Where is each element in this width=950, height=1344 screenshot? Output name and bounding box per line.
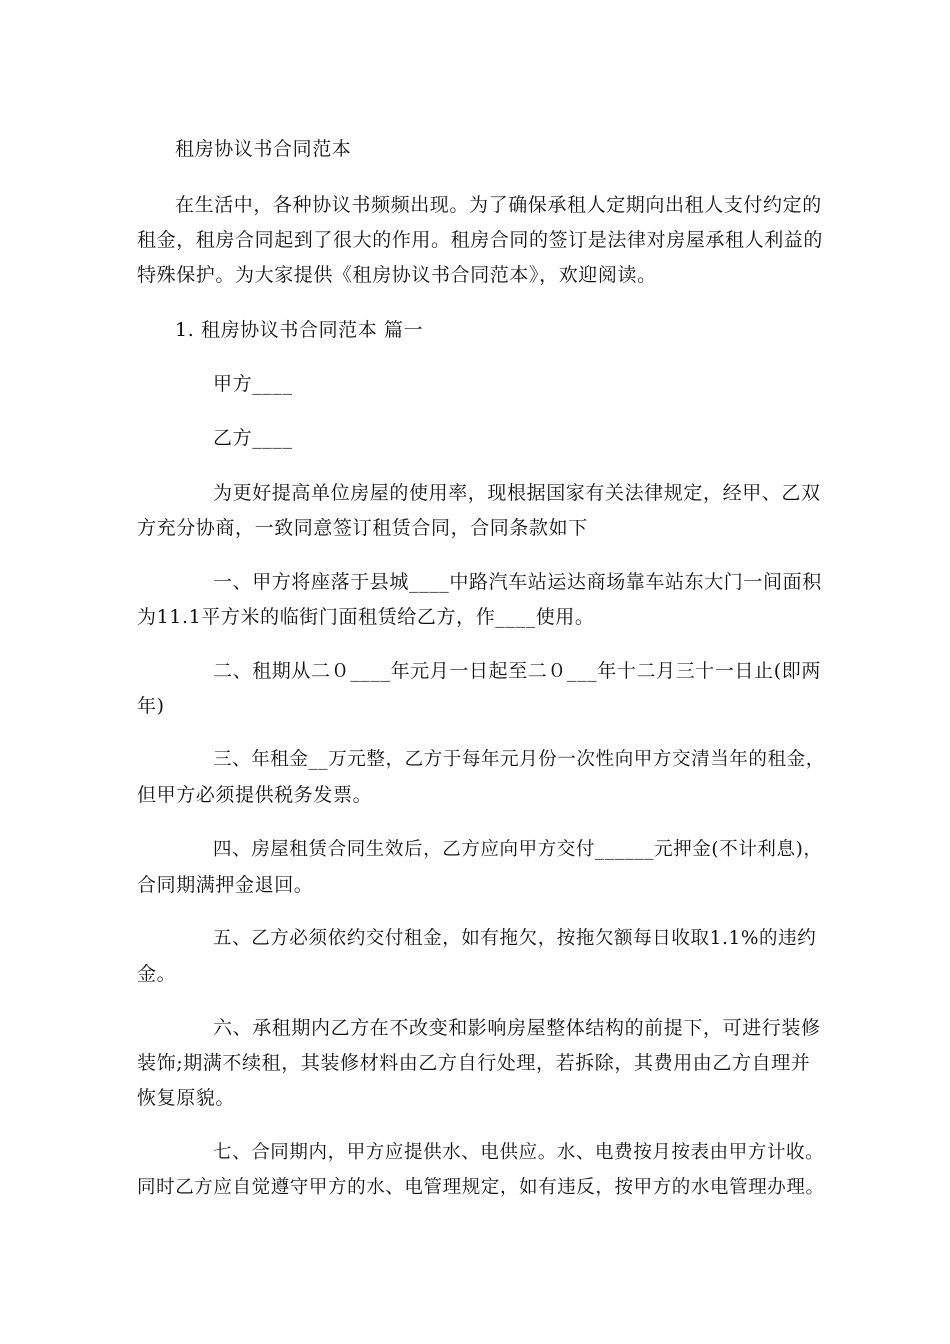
clause-2-line-1: 二、租期从二０____年元月一日起至二０___年十二月三十一日止(即两: [213, 660, 821, 682]
intro-line-1: 在生活中，各种协议书频频出现。为了确保承租人定期向出租人支付约定的: [175, 194, 822, 216]
clause-4-line-2: 合同期满押金退回。: [137, 874, 314, 896]
clause-4-line-1: 四、房屋租赁合同生效后，乙方应向甲方交付______元押金(不计利息)，: [213, 839, 823, 860]
clause-6-line-2: 装饰;期满不续租，其装修材料由乙方自行处理，若拆除，其费用由乙方自理并: [137, 1052, 811, 1074]
clause-2-line-2: 年): [137, 695, 165, 717]
clause-6-line-3: 恢复原貌。: [137, 1087, 236, 1109]
document-title: 租房协议书合同范本: [175, 138, 352, 160]
party-a-line: 甲方____: [213, 373, 293, 395]
clause-5-line-2: 金。: [137, 963, 177, 985]
section-heading: 1. 租房协议书合同范本 篇一: [175, 319, 424, 341]
clause-3-line-2: 但甲方必须提供税务发票。: [137, 784, 373, 806]
clause-5-line-1: 五、乙方必须依约交付租金，如有拖欠，按拖欠额每日收取1.1%的违约: [213, 928, 817, 949]
intro-line-2: 租金，租房合同起到了很大的作用。租房合同的签订是法律对房屋承租人利益的: [137, 229, 824, 251]
preamble-line-1: 为更好提高单位房屋的使用率，现根据国家有关法律规定，经甲、乙双: [213, 482, 821, 504]
clause-1-line-2: 为11.1平方米的临街门面租赁给乙方，作____使用。: [137, 606, 595, 628]
preamble-line-2: 方充分协商，一致同意签订租赁合同，合同条款如下: [137, 517, 588, 539]
clause-7-line-2: 同时乙方应自觉遵守甲方的水、电管理规定，如有违反，按甲方的水电管理办理。: [137, 1177, 825, 1198]
party-b-line: 乙方____: [213, 427, 293, 449]
clause-3-line-1: 三、年租金__万元整，乙方于每年元月份一次性向甲方交清当年的租金，: [213, 749, 825, 770]
clause-1-line-1: 一、甲方将座落于县城____中路汽车站运达商场靠车站东大门一间面积: [213, 571, 822, 593]
clause-7-line-1: 七、合同期内，甲方应提供水、电供应。水、电费按月按表由甲方计收。: [213, 1142, 825, 1163]
clause-6-line-1: 六、承租期内乙方在不改变和影响房屋整体结构的前提下，可进行装修: [213, 1017, 821, 1039]
intro-line-3: 特殊保护。为大家提供《租房协议书合同范本》，欢迎阅读。: [137, 264, 657, 286]
